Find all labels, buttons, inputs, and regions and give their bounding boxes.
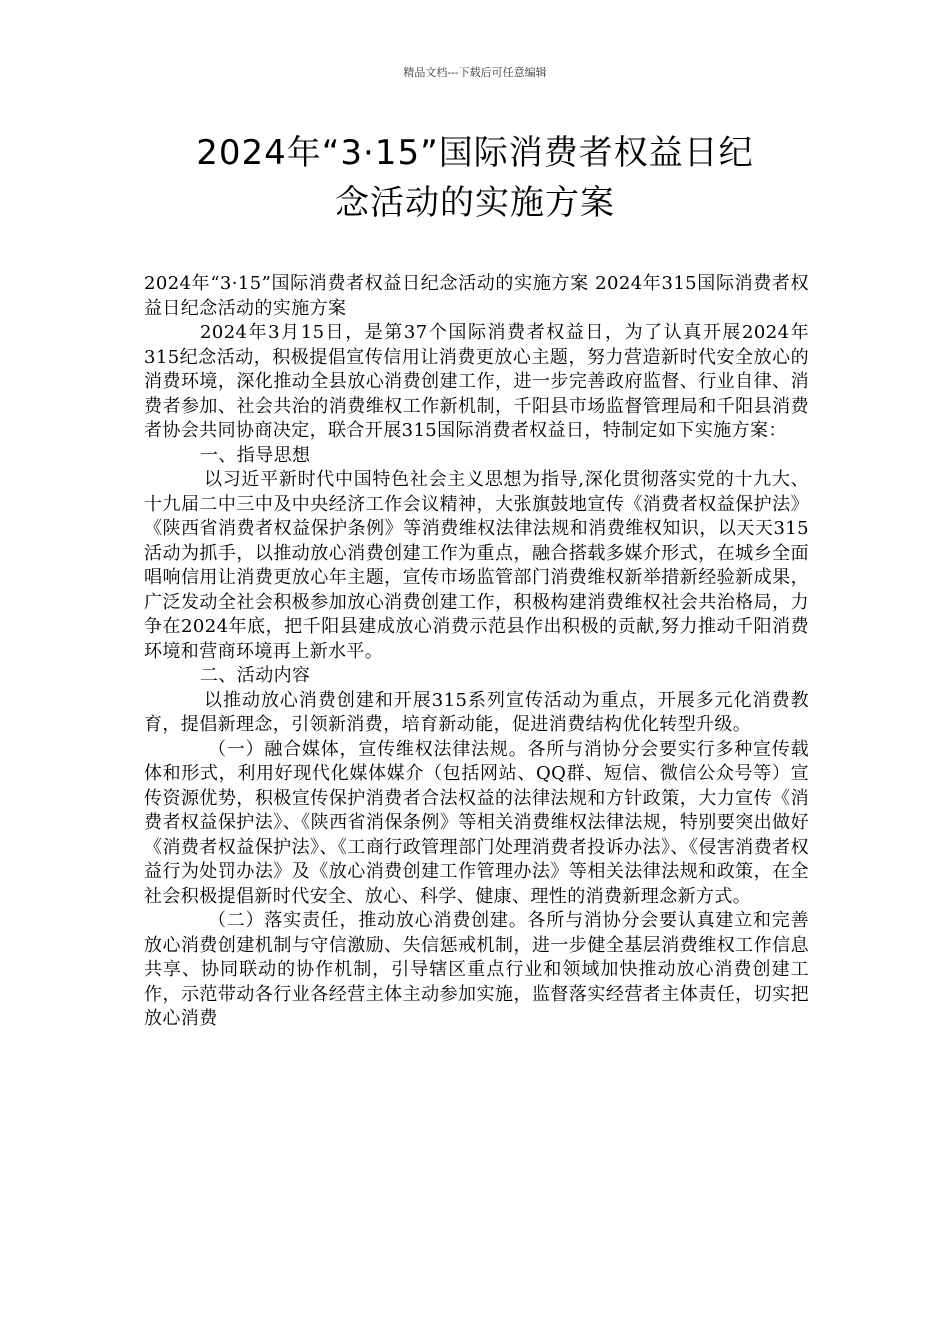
- document-body: [144, 272, 809, 1032]
- document-title-line-2: 念活动的实施方案: [335, 183, 615, 223]
- page-header-note: 精品文档---下载后可任意编辑: [403, 66, 547, 79]
- guiding-thought-paragraph: 以习近平新时代中国特色社会主义思想为指导,深化贯彻落实党的十九大、十九届二中三中及中央经济工作会议精神，大张旗鼓地宣传《消费者权益保护法》《陕西省消费者权益保护条例》等消费维权法律法规和消费维权知识，以天天315活动为抓手，以推动放心消费创建工作为重点，融合搭载多媒介形式，在城乡全面唱响信用让消费更放心年主题，宣传市场监管部门消费维权新举措新经验新成果，广泛发动全社会积极参加放心消费创建工作，积极构建消费维权社会共治格局，力争在2024年底，把千阳县建成放心消费示范县作出积极的贡献,努力推动千阳消费环境和营商环境再上新水平。: [144, 469, 809, 662]
- activity-content-paragraph: 以推动放心消费创建和开展315系列宣传活动为重点，开展多元化消费教育，提倡新理念，引领新消费，培育新动能，促进消费结构优化转型升级。: [144, 689, 809, 735]
- background-paragraph: 2024年3月15日，是第37个国际消费者权益日，为了认真开展2024年315纪念活动，积极提倡宣传信用让消费更放心主题，努力营造新时代安全放心的消费环境，深化推动全县放心消费创建工作，进一步完善政府监督、行业自律、消费者参加、社会共治的消费维权工作新机制，千阳县市场监督管理局和千阳县消费者协会共同协商决定，联合开展315国际消费者权益日，特制定如下实施方案：: [144, 322, 809, 441]
- intro-paragraph: 2024年“3·15”国际消费者权益日纪念活动的实施方案 2024年315国际消费者权益日纪念活动的实施方案: [144, 273, 809, 319]
- item-one-paragraph: （一）融合媒体，宣传维权法律法规。各所与消协分会要实行多种宣传载体和形式，利用好现代化媒体媒介（包括网站、QQ群、短信、微信公众号等）宣传资源优势，积极宣传保护消费者合法权益的法律法规和方针政策，大力宣传《消费者权益保护法》、《陕西省消保条例》等相关消费维权法律法规，特别要突出做好《消费者权益保护法》、《工商行政管理部门处理消费者投诉办法》、《侵害消费者权益行为处罚办法》及《放心消费创建工作管理办法》等相关法律法规和政策，在全社会积极提倡新时代安全、放心、科学、健康、理性的消费新理念新方式。: [144, 738, 809, 907]
- section-heading-guiding-thought: 一、指导思想: [200, 444, 311, 466]
- item-two-paragraph: （二）落实责任，推动放心消费创建。各所与消协分会要认真建立和完善放心消费创建机制与守信激励、失信惩戒机制，进一步健全基层消费维权工作信息共享、协同联动的协作机制，引导辖区重点行业和领域加快推动放心消费创建工作，示范带动各行业各经营主体主动参加实施，监督落实经营者主体责任，切实把放心消费: [144, 910, 809, 1029]
- document-title: [130, 128, 820, 228]
- document-title-line-1: 2024年“3·15”国际消费者权益日纪: [196, 133, 754, 173]
- section-heading-activity-content: 二、活动内容: [200, 665, 311, 686]
